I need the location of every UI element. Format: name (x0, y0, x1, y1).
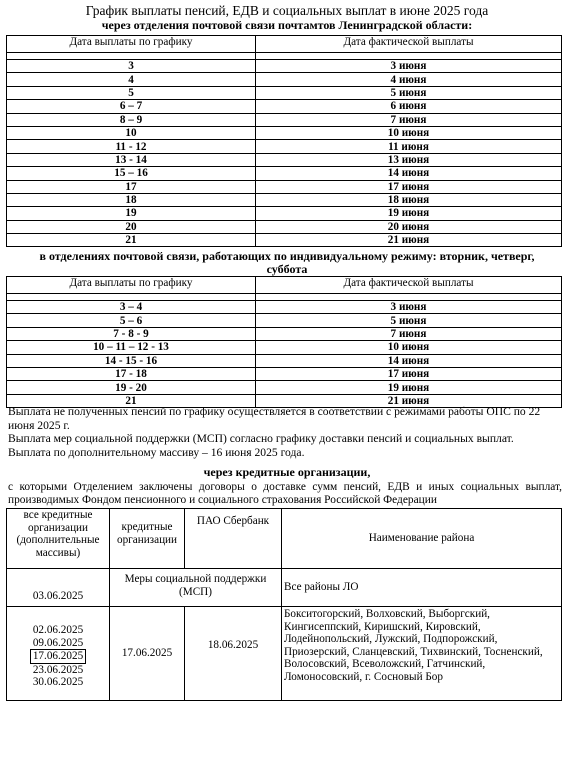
actual-date: 6 июня (256, 100, 562, 113)
actual-date: 17 июня (256, 367, 562, 380)
actual-date: 17 июня (256, 180, 562, 193)
col-actual-date-header: Дата фактической выплаты (256, 277, 562, 294)
actual-date: 21 июня (256, 394, 562, 407)
schedule-row (7, 301, 562, 314)
col-scheduled-date-header: Дата выплаты по графику (7, 36, 256, 53)
schedule-row (7, 193, 562, 206)
actual-date: 4 июня (256, 73, 562, 86)
scheduled-date: 20 (7, 220, 256, 233)
schedule-row (7, 113, 562, 126)
header-sberbank: ПАО Сбербанк (185, 509, 282, 569)
schedule-row (7, 220, 562, 233)
schedule-row (7, 354, 562, 367)
scheduled-date: 13 - 14 (7, 153, 256, 166)
actual-date: 5 июня (256, 314, 562, 327)
col-scheduled-date-header: Дата выплаты по графику (7, 277, 256, 294)
actual-date: 10 июня (256, 126, 562, 139)
scheduled-date: 7 - 8 - 9 (7, 327, 256, 340)
section2-subtitle: в отделениях почтовой связи, работающих по индивидуальному режиму: вторник, четверг, суббота (39, 249, 535, 276)
msp-label: Меры социальной поддержки (МСП) (110, 569, 282, 607)
msp-date: 03.06.2025 (7, 569, 110, 607)
schedule-row (7, 381, 562, 394)
schedule-row (7, 207, 562, 220)
regions-list: Бокситогорский, Волховский, Выборгский, Кингисеппский, Киришский, Кировский, Лодейнопольский, Лужский, Подпорожский, Приозерский, Сланцевский, Тихвинский, Тосненский, Волосовский, Всеволожский, Гатчинский, Ломоносовский, г. Сосновый Бор (282, 607, 562, 701)
date-item: 09.06.2025 (32, 636, 84, 649)
scheduled-date: 10 – 11 – 12 - 13 (7, 341, 256, 354)
schedule-row (7, 341, 562, 354)
actual-date: 19 июня (256, 207, 562, 220)
header-all-credit-orgs: все кредитные организации (дополнительные массивы) (7, 509, 110, 569)
actual-date: 10 июня (256, 341, 562, 354)
actual-date: 19 июня (256, 381, 562, 394)
sberbank-date: 18.06.2025 (185, 607, 282, 701)
scheduled-date: 10 (7, 126, 256, 139)
scheduled-date: 4 (7, 73, 256, 86)
actual-date: 3 июня (256, 301, 562, 314)
schedule-row (7, 167, 562, 180)
credit-section-title: через кредитные организации, (203, 465, 371, 479)
schedule-row (7, 73, 562, 86)
actual-date: 13 июня (256, 153, 562, 166)
actual-date: 20 июня (256, 220, 562, 233)
schedule-row (7, 86, 562, 99)
note-msp: Выплата мер социальной поддержки (МСП) согласно графику доставки пенсий и социальных выплат. (8, 432, 514, 445)
scheduled-date: 15 – 16 (7, 167, 256, 180)
credit-orgs-date: 17.06.2025 (110, 607, 185, 701)
msp-regions: Все районы ЛО (282, 569, 562, 607)
date-item: 23.06.2025 (32, 663, 84, 676)
scheduled-date: 17 - 18 (7, 367, 256, 380)
schedule-row (7, 140, 562, 153)
actual-date: 5 июня (256, 86, 562, 99)
credit-section-description: с которыми Отделением заключены договоры о доставке сумм пенсий, ЕДВ и иных социальных выплат, производимых Фондом пенсионного и социального страхования Российской Федерации (8, 481, 562, 506)
scheduled-date: 21 (7, 394, 256, 407)
actual-date: 14 июня (256, 167, 562, 180)
date-item: 02.06.2025 (32, 624, 84, 637)
schedule-row (7, 153, 562, 166)
section1-subtitle: через отделения почтовой связи почтамтов Ленинградской области: (101, 18, 473, 32)
header-region-name: Наименование района (282, 509, 562, 569)
schedule-row (7, 126, 562, 139)
scheduled-date: 18 (7, 193, 256, 206)
credit-organizations-table (6, 508, 562, 701)
scheduled-date: 19 - 20 (7, 381, 256, 394)
page-title: График выплаты пенсий, ЕДВ и социальных выплат в июне 2025 года (85, 3, 489, 18)
note-additional-array: Выплата по дополнительному массиву – 16 июня 2025 года. (8, 446, 305, 459)
schedule-row (7, 180, 562, 193)
scheduled-date: 3 (7, 60, 256, 73)
scheduled-date: 14 - 15 - 16 (7, 354, 256, 367)
scheduled-date: 6 – 7 (7, 100, 256, 113)
actual-date: 21 июня (256, 234, 562, 247)
scheduled-date: 5 (7, 86, 256, 99)
schedule-row (7, 367, 562, 380)
col-actual-date-header: Дата фактической выплаты (256, 36, 562, 53)
date-item: 30.06.2025 (32, 676, 84, 689)
actual-date: 7 июня (256, 327, 562, 340)
scheduled-date: 19 (7, 207, 256, 220)
note-unpaid-pensions: Выплата не полученных пенсий по графику осуществляется в соответствии с режимами работы ОПС по 22 июня 2025 г. (8, 405, 541, 432)
actual-date: 3 июня (256, 60, 562, 73)
actual-date: 14 июня (256, 354, 562, 367)
header-credit-orgs: кредитные организации (110, 509, 185, 569)
actual-date: 7 июня (256, 113, 562, 126)
individual-mode-schedule-table (6, 276, 562, 408)
schedule-row (7, 234, 562, 247)
actual-date: 18 июня (256, 193, 562, 206)
scheduled-date: 17 (7, 180, 256, 193)
schedule-row (7, 314, 562, 327)
scheduled-date: 21 (7, 234, 256, 247)
schedule-row (7, 60, 562, 73)
actual-date: 11 июня (256, 140, 562, 153)
scheduled-date: 11 - 12 (7, 140, 256, 153)
post-office-schedule-table (6, 35, 562, 247)
additional-array-dates (7, 607, 110, 701)
scheduled-date: 3 – 4 (7, 301, 256, 314)
scheduled-date: 8 – 9 (7, 113, 256, 126)
schedule-row (7, 100, 562, 113)
schedule-row (7, 327, 562, 340)
date-item-highlighted: 17.06.2025 (30, 649, 86, 664)
scheduled-date: 5 – 6 (7, 314, 256, 327)
